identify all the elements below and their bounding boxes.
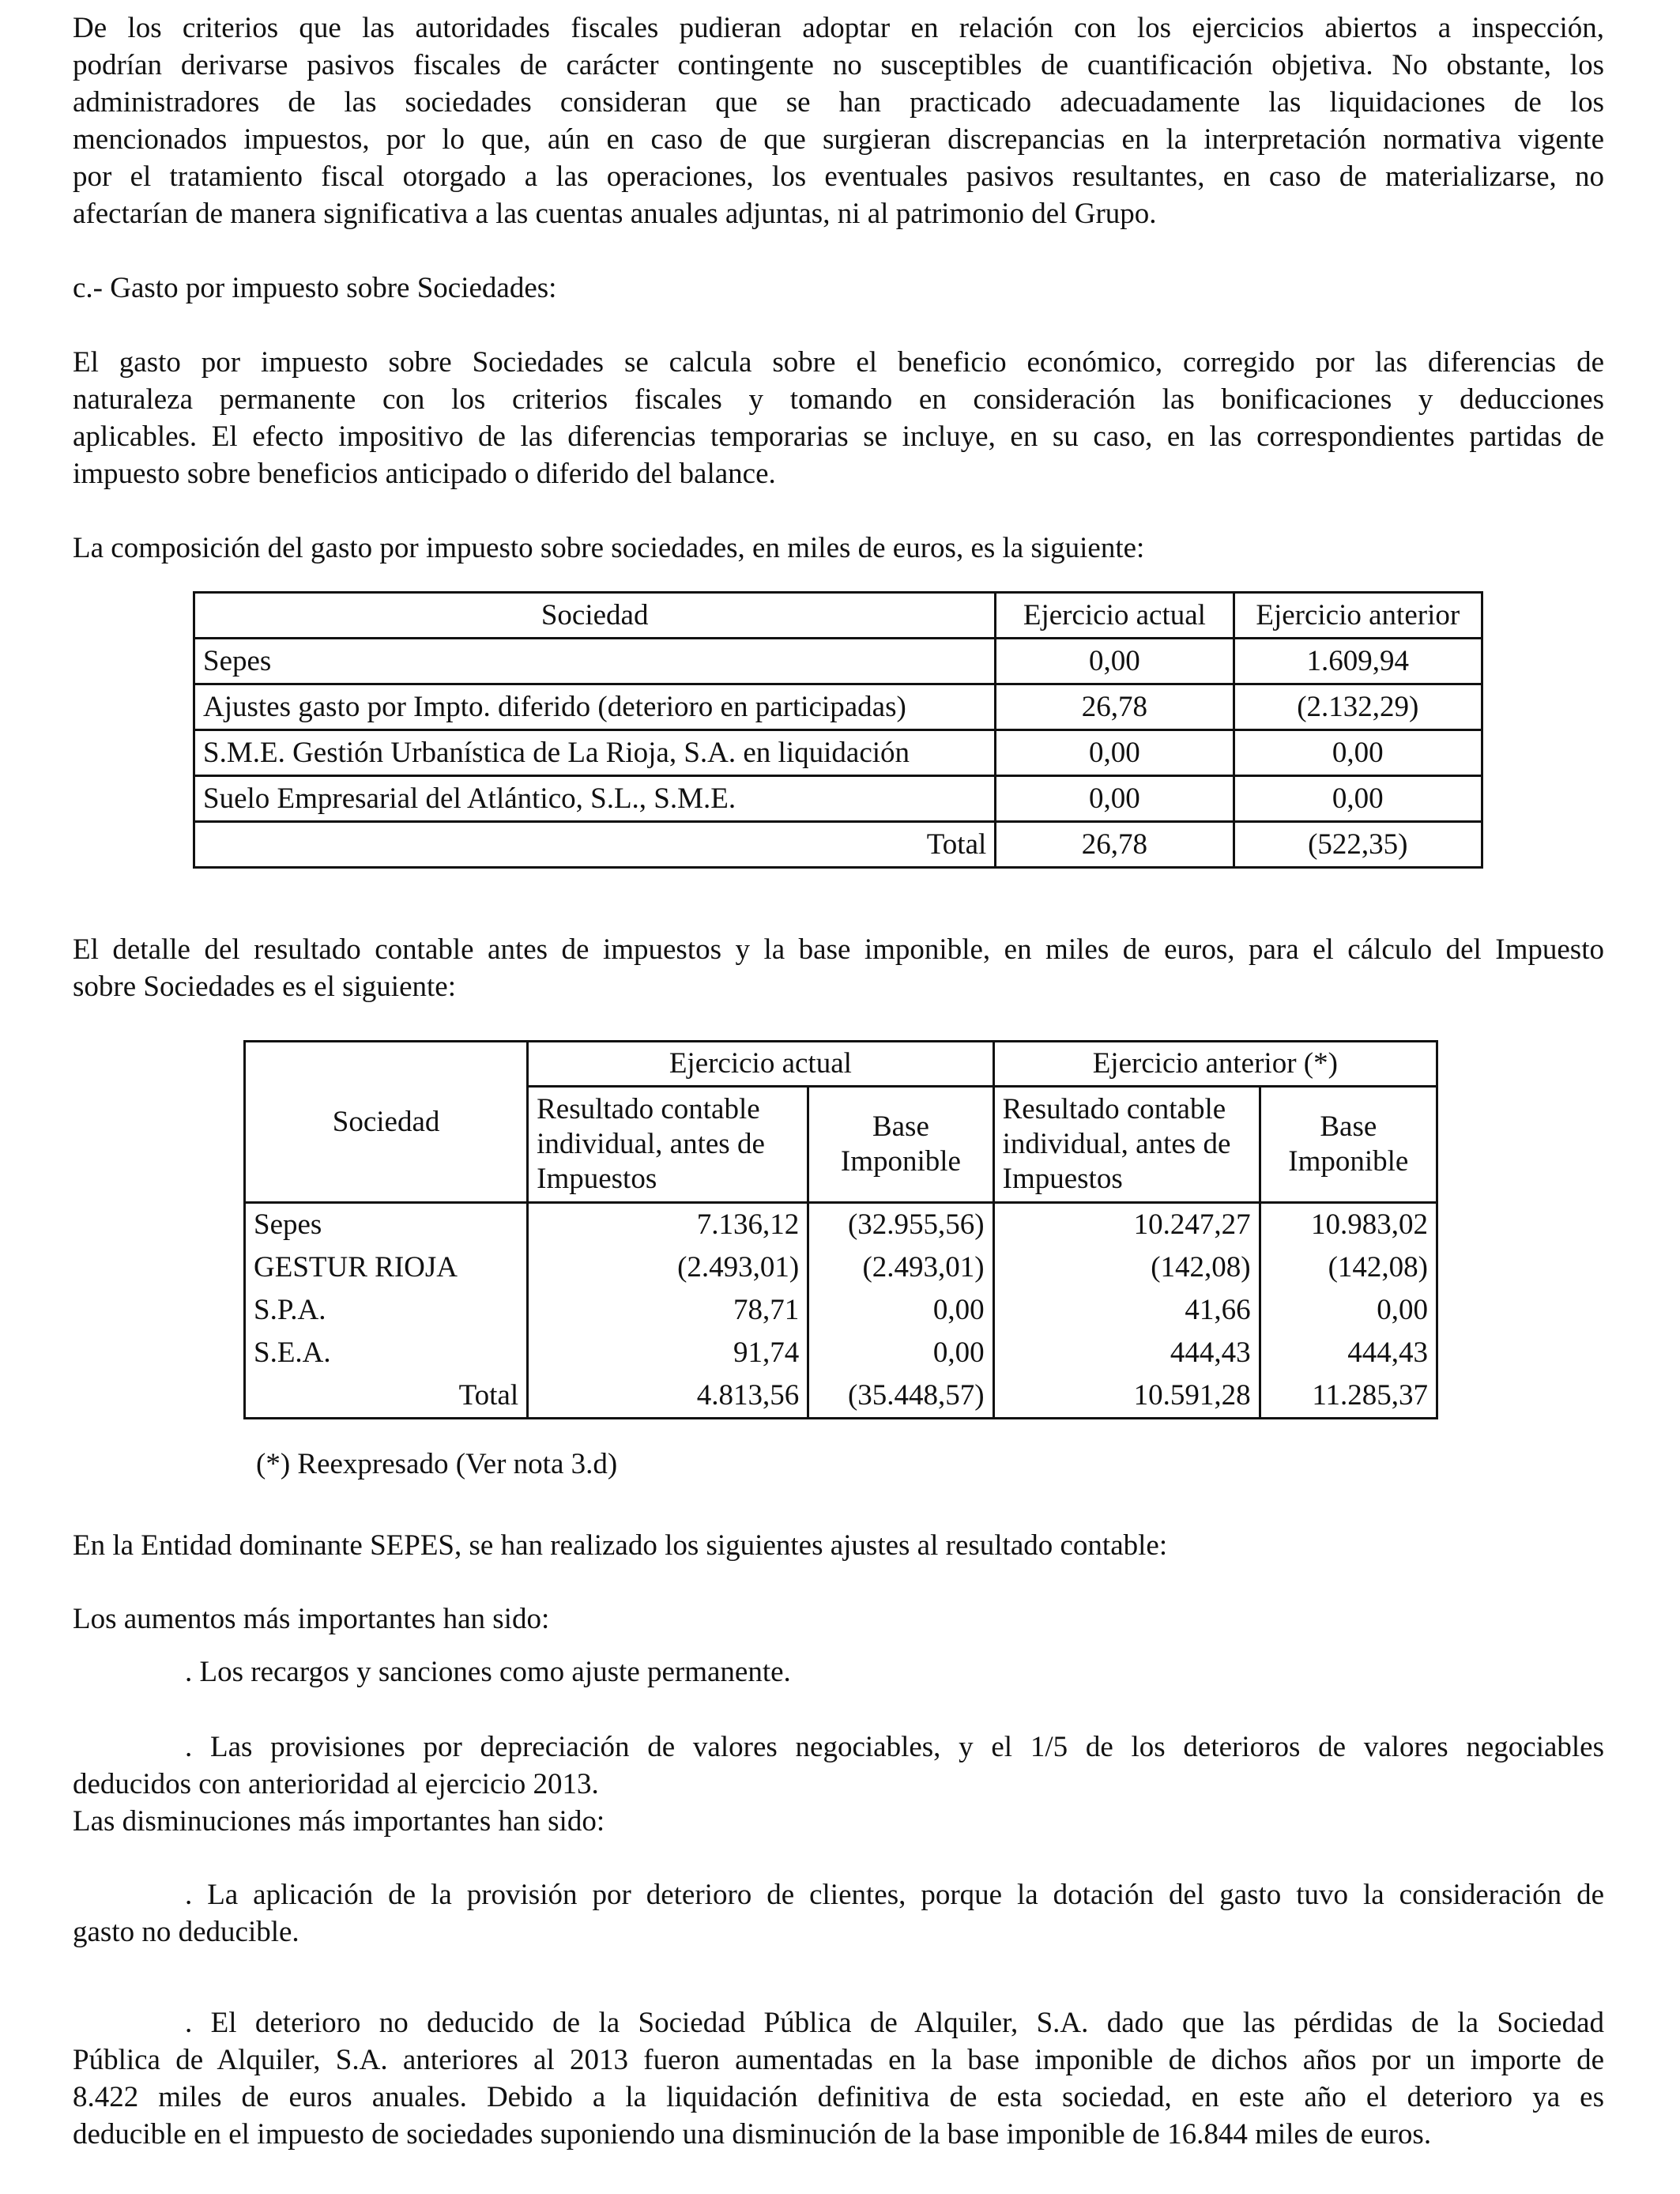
header-group-anterior: Ejercicio anterior (*) bbox=[993, 1042, 1437, 1087]
header-resultado-anterior: Resultado contable individual, antes de Impuestos bbox=[993, 1087, 1260, 1203]
header-sociedad: Sociedad bbox=[194, 593, 996, 639]
header-base-actual: Base Imponible bbox=[808, 1087, 993, 1203]
list-item bbox=[73, 1653, 1604, 1691]
heading-text: c.- Gasto por impuesto sobre Sociedades: bbox=[73, 272, 557, 304]
header-group-actual: Ejercicio actual bbox=[528, 1042, 994, 1087]
text-line: La composición del gasto por impuesto sobre sociedades, en miles de euros, es la siguiente: bbox=[73, 532, 1145, 564]
text-line: gasto no deducible. bbox=[73, 1916, 299, 1948]
cell-sociedad: GESTUR RIOJA bbox=[245, 1246, 528, 1289]
text-line: naturaleza permanente con los criterios fiscales y tomando en consideración las bonificaciones y deducciones bbox=[73, 383, 1604, 416]
table-row bbox=[245, 1289, 1437, 1332]
text-line: mencionados impuestos, por lo que, aún en caso de que surgieran discrepancias en la interpretación normativa vigente bbox=[73, 123, 1604, 156]
list-item bbox=[73, 2004, 1604, 2153]
cell-base-anterior: (142,08) bbox=[1260, 1246, 1437, 1289]
cell-total-resultado-anterior: 10.591,28 bbox=[993, 1374, 1260, 1419]
text-line: Pública de Alquiler, S.A. anteriores al 2013 fueron aumentadas en la base imponible de dichos años por un importe de bbox=[73, 2044, 1604, 2076]
paragraph-adjustments bbox=[73, 1527, 1604, 1564]
cell-sociedad: S.M.E. Gestión Urbanística de La Rioja, S.A. en liquidación bbox=[194, 730, 996, 776]
text-line: El detalle del resultado contable antes de impuestos y la base imponible, en miles de euros, para el cálculo del Impuesto bbox=[73, 933, 1604, 966]
cell-total-label: Total bbox=[194, 822, 996, 868]
text-line: . El deterioro no deducido de la Sociedad Pública de Alquiler, S.A. dado que las pérdidas de la Sociedad bbox=[185, 2007, 1604, 2039]
cell-resultado-anterior: 10.247,27 bbox=[993, 1203, 1260, 1247]
cell-anterior: (2.132,29) bbox=[1234, 684, 1482, 730]
cell-sociedad: Ajustes gasto por Impto. diferido (deterioro en participadas) bbox=[194, 684, 996, 730]
paragraph-decreases bbox=[73, 1803, 1604, 1840]
cell-base-actual: (2.493,01) bbox=[808, 1246, 993, 1289]
cell-total-base-actual: (35.448,57) bbox=[808, 1374, 993, 1419]
text-line: 8.422 miles de euros anuales. Debido a la liquidación definitiva de esta sociedad, en este año el deterioro ya es bbox=[73, 2081, 1604, 2113]
section-heading bbox=[73, 270, 1604, 307]
cell-actual: 0,00 bbox=[996, 639, 1234, 684]
cell-base-actual: (32.955,56) bbox=[808, 1203, 993, 1247]
text-line: De los criterios que las autoridades fiscales pudieran adoptar en relación con los ejercicios abiertos a inspección, bbox=[73, 12, 1604, 44]
cell-sociedad: Suelo Empresarial del Atlántico, S.L., S.M.E. bbox=[194, 776, 996, 822]
cell-resultado-actual: 91,74 bbox=[528, 1332, 808, 1374]
text-line: aplicables. El efecto impositivo de las diferencias temporarias se incluye, en su caso, en las correspondientes partidas de bbox=[73, 420, 1604, 453]
text-line: deducible en el impuesto de sociedades suponiendo una disminución de la base imponible de 16.844 miles de euros. bbox=[73, 2118, 1432, 2151]
header-ejercicio-anterior: Ejercicio anterior bbox=[1234, 593, 1482, 639]
table-row bbox=[245, 1203, 1437, 1247]
text-line: Los aumentos más importantes han sido: bbox=[73, 1603, 550, 1635]
cell-sociedad: S.E.A. bbox=[245, 1332, 528, 1374]
list-item bbox=[73, 1876, 1604, 1951]
cell-base-anterior: 10.983,02 bbox=[1260, 1203, 1437, 1247]
cell-total-resultado-actual: 4.813,56 bbox=[528, 1374, 808, 1419]
cell-resultado-actual: 7.136,12 bbox=[528, 1203, 808, 1247]
cell-total-base-anterior: 11.285,37 bbox=[1260, 1374, 1437, 1419]
paragraph-contingent-liabilities bbox=[73, 9, 1604, 232]
table-row bbox=[245, 1332, 1437, 1374]
text-line: afectarían de manera significativa a las cuentas anuales adjuntas, ni al patrimonio del Grupo. bbox=[73, 198, 1157, 230]
text-line: En la Entidad dominante SEPES, se han realizado los siguientes ajustes al resultado contable: bbox=[73, 1529, 1168, 1562]
cell-sociedad: Sepes bbox=[245, 1203, 528, 1247]
text-line: deducidos con anterioridad al ejercicio 2013. bbox=[73, 1768, 599, 1800]
cell-base-actual: 0,00 bbox=[808, 1332, 993, 1374]
text-line: podrían derivarse pasivos fiscales de carácter contingente no susceptibles de cuantificación objetiva. No obstante, los bbox=[73, 49, 1604, 81]
table-total-row bbox=[245, 1374, 1437, 1419]
cell-total-actual: 26,78 bbox=[996, 822, 1234, 868]
header-base-anterior: Base Imponible bbox=[1260, 1087, 1437, 1203]
text-line: administradores de las sociedades consideran que se han practicado adecuadamente las liquidaciones de los bbox=[73, 86, 1604, 119]
footnote-text: (*) Reexpresado (Ver nota 3.d) bbox=[256, 1448, 618, 1480]
cell-anterior: 1.609,94 bbox=[1234, 639, 1482, 684]
table-header-row bbox=[194, 593, 1482, 639]
table-row bbox=[194, 639, 1482, 684]
table-group-header-row bbox=[245, 1042, 1437, 1087]
table-footnote bbox=[256, 1446, 1362, 1483]
cell-base-anterior: 444,43 bbox=[1260, 1332, 1437, 1374]
cell-sociedad: Sepes bbox=[194, 639, 996, 684]
cell-resultado-actual: (2.493,01) bbox=[528, 1246, 808, 1289]
cell-actual: 0,00 bbox=[996, 730, 1234, 776]
cell-base-anterior: 0,00 bbox=[1260, 1289, 1437, 1332]
cell-anterior: 0,00 bbox=[1234, 730, 1482, 776]
text-line: impuesto sobre beneficios anticipado o diferido del balance. bbox=[73, 458, 776, 490]
cell-actual: 0,00 bbox=[996, 776, 1234, 822]
list-item bbox=[73, 1728, 1604, 1803]
text-line: . Los recargos y sanciones como ajuste permanente. bbox=[185, 1656, 791, 1688]
header-sociedad: Sociedad bbox=[245, 1042, 528, 1203]
text-line: Las disminuciones más importantes han sido: bbox=[73, 1805, 605, 1838]
cell-anterior: 0,00 bbox=[1234, 776, 1482, 822]
table-total-row bbox=[194, 822, 1482, 868]
paragraph-increases bbox=[73, 1600, 1604, 1638]
cell-resultado-anterior: 444,43 bbox=[993, 1332, 1260, 1374]
cell-total-label: Total bbox=[245, 1374, 528, 1419]
table-row bbox=[194, 730, 1482, 776]
tax-expense-table bbox=[193, 591, 1483, 869]
cell-resultado-anterior: (142,08) bbox=[993, 1246, 1260, 1289]
cell-total-anterior: (522,35) bbox=[1234, 822, 1482, 868]
table-row bbox=[245, 1246, 1437, 1289]
cell-base-actual: 0,00 bbox=[808, 1289, 993, 1332]
text-line: . La aplicación de la provisión por deterioro de clientes, porque la dotación del gasto tuvo la consideración de bbox=[185, 1879, 1604, 1911]
taxable-base-table bbox=[243, 1040, 1438, 1419]
table-row bbox=[194, 776, 1482, 822]
cell-actual: 26,78 bbox=[996, 684, 1234, 730]
paragraph-tax-expense bbox=[73, 344, 1604, 492]
header-resultado-actual: Resultado contable individual, antes de Impuestos bbox=[528, 1087, 808, 1203]
paragraph-detail bbox=[73, 931, 1604, 1005]
table-row bbox=[194, 684, 1482, 730]
cell-resultado-actual: 78,71 bbox=[528, 1289, 808, 1332]
text-line: El gasto por impuesto sobre Sociedades se calcula sobre el beneficio económico, corregido por las diferencias de bbox=[73, 346, 1604, 379]
text-line: . Las provisiones por depreciación de valores negociables, y el 1/5 de los deterioros de valores negociables bbox=[185, 1731, 1604, 1763]
text-line: sobre Sociedades es el siguiente: bbox=[73, 971, 456, 1003]
cell-resultado-anterior: 41,66 bbox=[993, 1289, 1260, 1332]
paragraph-composition bbox=[73, 530, 1604, 567]
header-ejercicio-actual: Ejercicio actual bbox=[996, 593, 1234, 639]
cell-sociedad: S.P.A. bbox=[245, 1289, 528, 1332]
text-line: por el tratamiento fiscal otorgado a las operaciones, los eventuales pasivos resultantes, en caso de materializarse, no bbox=[73, 160, 1604, 193]
